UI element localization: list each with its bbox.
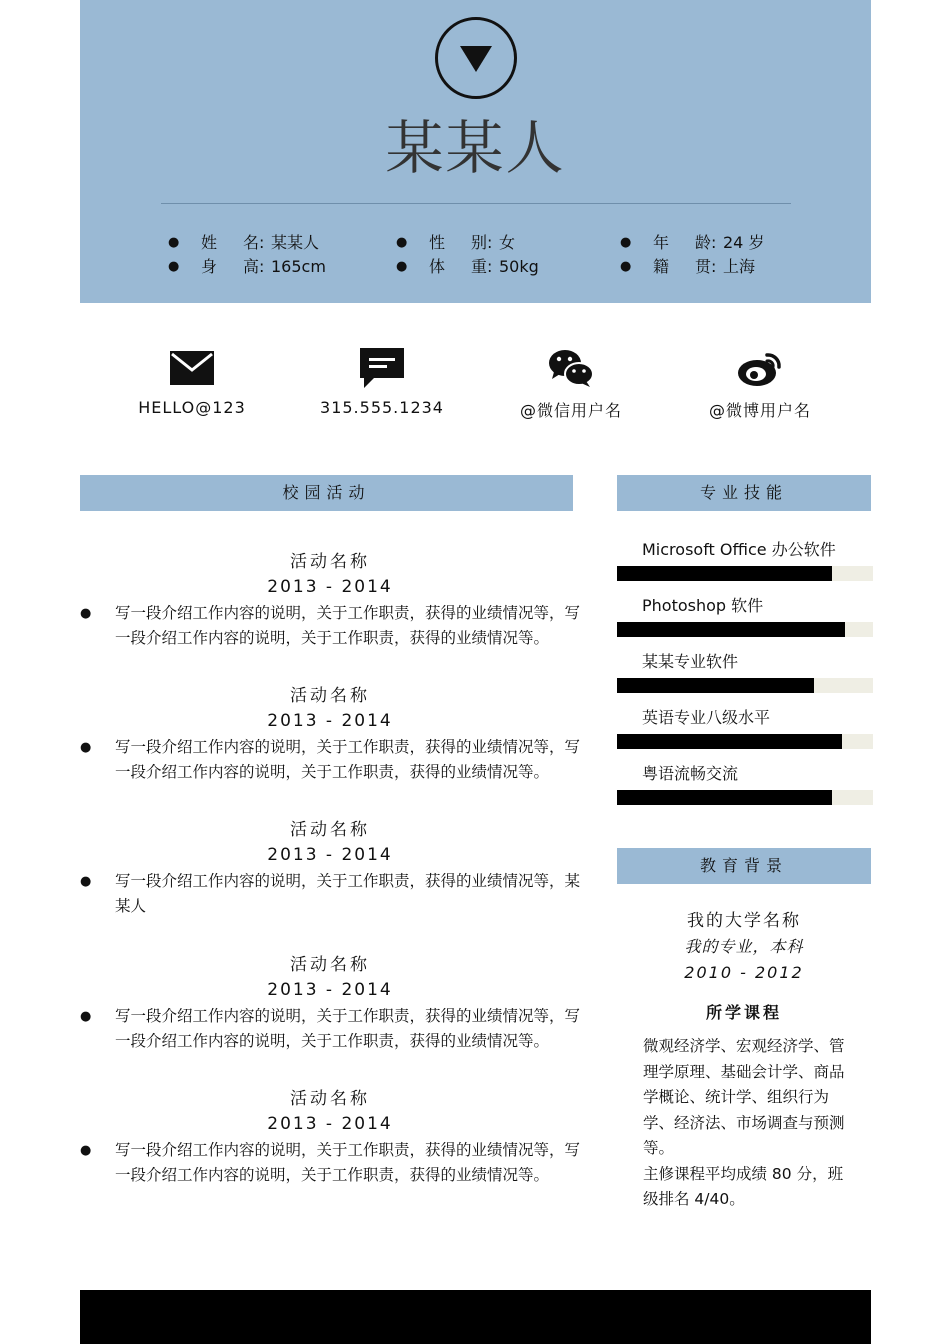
info-key: 身 高	[201, 257, 259, 276]
info-colon: :	[711, 233, 717, 252]
skill-item	[617, 594, 873, 637]
skill-bar-fill	[617, 678, 814, 693]
skill-bar-fill	[617, 790, 832, 805]
info-colon: :	[487, 257, 493, 276]
triangle-down-icon	[460, 46, 492, 72]
bullet: ●	[80, 606, 92, 621]
info-value: 女	[499, 233, 516, 252]
info-key: 性 别	[429, 233, 487, 252]
skill-bar-fill	[617, 566, 832, 581]
major: 我的专业，本科	[684, 937, 804, 956]
contact-weibo-label: @微博用户名	[708, 401, 811, 420]
activity-desc-text: 写一段介绍工作内容的说明，关于工作职责，获得的业绩情况等，写一段介绍工作内容的说明，关于工作职责，获得的业绩情况等。	[115, 1007, 581, 1050]
info-key: 籍 贯	[653, 257, 711, 276]
activity-desc-text: 写一段介绍工作内容的说明，关于工作职责，获得的业绩情况等，写一段介绍工作内容的说明，关于工作职责，获得的业绩情况等。	[115, 738, 581, 781]
activity-desc	[80, 1004, 580, 1054]
skill-name: Microsoft Office 办公软件	[642, 540, 836, 559]
activity-name: 活动名称	[290, 820, 370, 840]
email-icon	[170, 351, 214, 385]
weibo-icon	[737, 349, 783, 387]
bullet: ●	[80, 874, 92, 889]
skill-bar	[617, 566, 873, 581]
courses-list: 微观经济学、宏观经济学、管理学原理、基础会计学、商品学概论、统计学、组织行为学、经济法、市场调查与预测等。	[643, 1037, 845, 1157]
activity-date: 2013 - 2014	[267, 1114, 393, 1134]
section-education-title: 教育背景	[617, 848, 871, 884]
skill-bar	[617, 790, 873, 805]
contact-email-label: HELLO@123	[138, 398, 246, 417]
skill-name: 某某专业软件	[642, 652, 739, 671]
info-colon: :	[259, 233, 265, 252]
skill-bar-fill	[617, 622, 845, 637]
contact-phone-label: 315.555.1234	[320, 398, 444, 417]
info-value: 某某人	[271, 233, 320, 252]
activity-desc-text: 写一段介绍工作内容的说明，关于工作职责，获得的业绩情况等，某某人	[115, 872, 581, 915]
school-name: 我的大学名称	[687, 911, 801, 931]
activity-date: 2013 - 2014	[267, 980, 393, 1000]
section-skills-title: 专业技能	[617, 475, 871, 511]
activity-date: 2013 - 2014	[267, 711, 393, 731]
activity-desc	[80, 869, 580, 919]
info-colon: :	[259, 257, 265, 276]
gpa-text: 主修课程平均成绩 80 分，班级排名 4/40。	[643, 1164, 844, 1208]
bullet: ●	[620, 235, 632, 250]
header-banner	[80, 0, 871, 303]
activity-item	[80, 818, 580, 919]
skill-item	[617, 538, 873, 581]
skill-item	[617, 650, 873, 693]
activity-name: 活动名称	[290, 686, 370, 706]
info-key: 姓 名	[201, 233, 259, 252]
footer-bar	[80, 1290, 871, 1344]
activity-desc-text: 写一段介绍工作内容的说明，关于工作职责，获得的业绩情况等，写一段介绍工作内容的说明，关于工作职责，获得的业绩情况等。	[115, 604, 581, 647]
skill-name: 粤语流畅交流	[642, 764, 739, 783]
skill-name: 英语专业八级水平	[642, 708, 771, 727]
info-colon: :	[711, 257, 717, 276]
activity-desc	[80, 1138, 580, 1188]
skill-item	[617, 762, 873, 805]
header-divider	[161, 203, 791, 204]
skill-bar-fill	[617, 734, 842, 749]
activity-desc	[80, 735, 580, 785]
activity-name: 活动名称	[290, 955, 370, 975]
contact-email	[97, 346, 287, 417]
skill-bar	[617, 734, 873, 749]
bullet: ●	[168, 259, 180, 274]
bullet: ●	[168, 235, 180, 250]
info-value: 50kg	[499, 257, 539, 276]
courses-block	[643, 1034, 858, 1213]
activity-item	[80, 1087, 580, 1188]
contact-wechat-label: @微信用户名	[519, 401, 622, 420]
skill-bar	[617, 678, 873, 693]
logo	[435, 17, 517, 99]
education-years: 2010 - 2012	[684, 963, 804, 982]
contact-weibo	[665, 346, 855, 421]
activity-desc	[80, 601, 580, 651]
bullet: ●	[80, 740, 92, 755]
courses-title: 所学课程	[705, 1003, 782, 1022]
info-colon: :	[487, 233, 493, 252]
bullet: ●	[80, 1143, 92, 1158]
bullet: ●	[396, 259, 408, 274]
info-value: 24 岁	[723, 233, 765, 252]
bullet: ●	[80, 1009, 92, 1024]
skill-bar	[617, 622, 873, 637]
activity-item	[80, 953, 580, 1054]
contact-phone	[287, 346, 477, 417]
info-key: 体 重	[429, 257, 487, 276]
info-value: 上海	[723, 257, 756, 276]
activity-desc-text: 写一段介绍工作内容的说明，关于工作职责，获得的业绩情况等，写一段介绍工作内容的说明，关于工作职责，获得的业绩情况等。	[115, 1141, 581, 1184]
bullet: ●	[396, 235, 408, 250]
activity-item	[80, 684, 580, 785]
contact-wechat	[476, 346, 666, 421]
section-activities-title: 校园活动	[80, 475, 573, 511]
info-value: 165cm	[271, 257, 326, 276]
skill-name: Photoshop 软件	[642, 596, 764, 615]
chat-icon	[360, 348, 404, 388]
skill-item	[617, 706, 873, 749]
activity-item	[80, 550, 580, 651]
activity-date: 2013 - 2014	[267, 845, 393, 865]
info-key: 年 龄	[653, 233, 711, 252]
wechat-icon	[548, 348, 594, 388]
bullet: ●	[620, 259, 632, 274]
activity-date: 2013 - 2014	[267, 577, 393, 597]
education-block	[617, 908, 871, 1026]
activity-name: 活动名称	[290, 552, 370, 572]
activity-name: 活动名称	[290, 1089, 370, 1109]
person-name: 某某人	[385, 114, 566, 182]
